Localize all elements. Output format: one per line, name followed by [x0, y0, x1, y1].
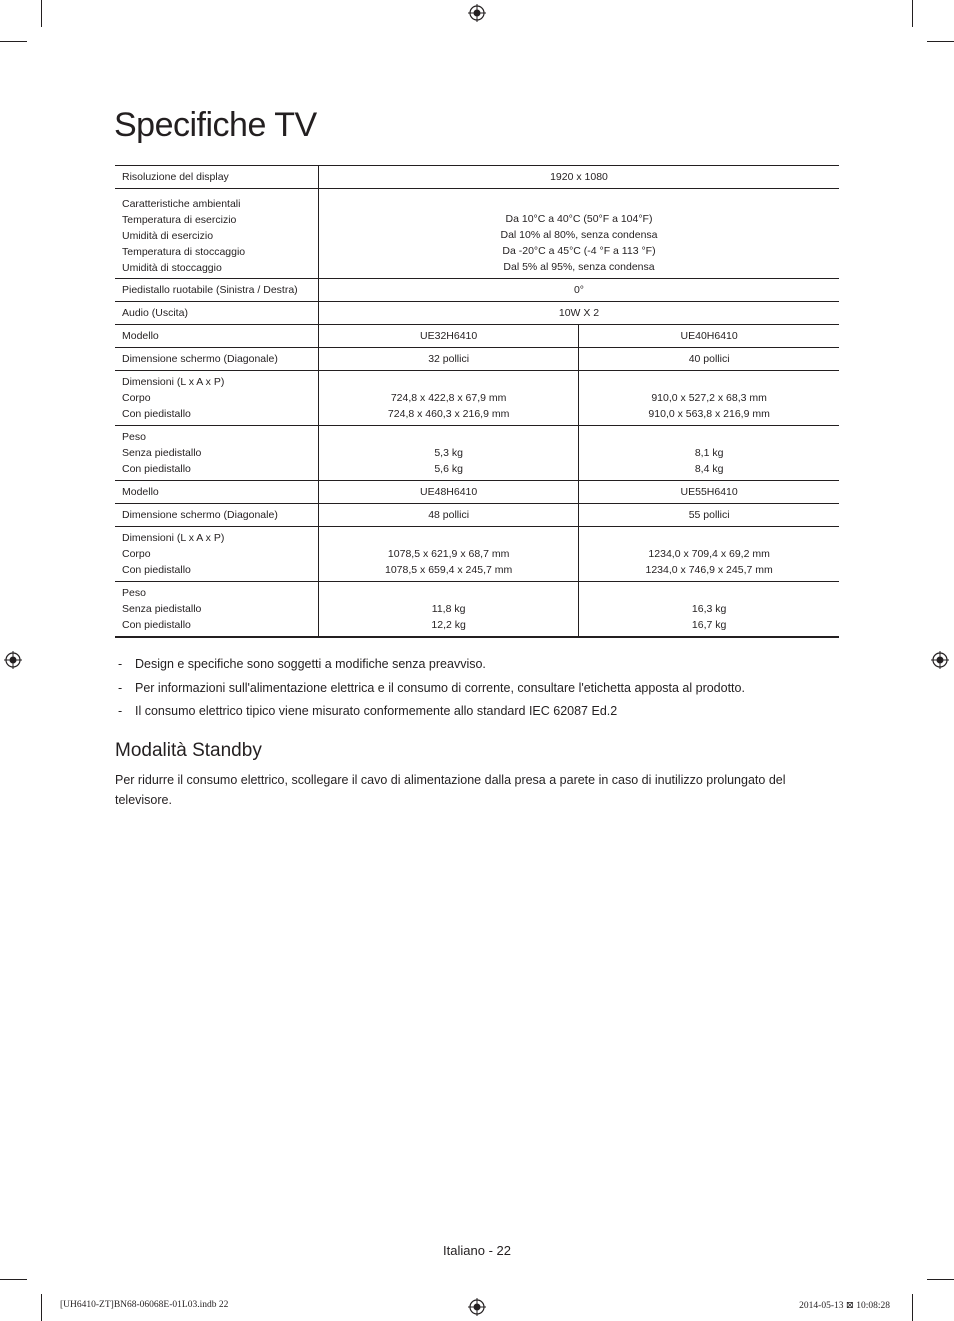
spec-table — [115, 165, 839, 638]
value-line: Da 10°C a 40°C (50°F a 104°F) — [505, 213, 653, 225]
cell-value — [579, 527, 839, 582]
crop-mark-bottom-left-h — [0, 1279, 27, 1280]
table-row — [115, 504, 839, 527]
value-line: 724,8 x 460,3 x 216,9 mm — [387, 408, 510, 420]
cell-value — [579, 426, 839, 481]
label-line: Con piedistallo — [122, 463, 191, 475]
value-line: 724,8 x 422,8 x 67,9 mm — [390, 392, 507, 404]
row-label — [115, 527, 319, 582]
notes-list — [115, 655, 839, 726]
value-line: 5,6 kg — [434, 463, 463, 475]
value-line: 1234,0 x 709,4 x 69,2 mm — [648, 548, 770, 560]
label-line: Dimensioni (L x A x P) — [122, 532, 225, 544]
row-label: Risoluzione del display — [115, 166, 319, 189]
file-slug: [UH6410-ZT]BN68-06068E-01L03.indb 22 — [60, 1300, 229, 1310]
note-text: Design e specifiche sono soggetti a modifiche senza preavviso. — [135, 657, 486, 671]
note-text: Il consumo elettrico tipico viene misurato conformemente allo standard IEC 62087 Ed.2 — [135, 704, 618, 718]
cell-value: UE48H6410 — [319, 481, 579, 504]
row-value: 1920 x 1080 — [319, 166, 840, 189]
label-line: Peso — [122, 431, 146, 443]
label-line: Umidità di stoccaggio — [122, 262, 222, 274]
note-item — [115, 679, 839, 703]
crop-mark-bottom-left-v — [41, 1294, 42, 1321]
label-line: Senza piedistallo — [122, 447, 202, 459]
row-value: 0° — [319, 279, 840, 302]
label-line: Con piedistallo — [122, 408, 191, 420]
cell-value: 48 pollici — [319, 504, 579, 527]
value-line: Da -20°C a 45°C (-4 °F a 113 °F) — [502, 245, 656, 257]
cell-value: UE55H6410 — [579, 481, 839, 504]
table-row — [115, 302, 839, 325]
note-dash: - — [118, 657, 123, 671]
cell-value: 55 pollici — [579, 504, 839, 527]
row-label — [115, 189, 319, 279]
value-line: 910,0 x 563,8 x 216,9 mm — [648, 408, 770, 420]
label-line: Senza piedistallo — [122, 603, 202, 615]
value-line: 910,0 x 527,2 x 68,3 mm — [651, 392, 767, 404]
cell-value — [319, 426, 579, 481]
row-label: Audio (Uscita) — [115, 302, 319, 325]
registration-mark-icon — [4, 651, 22, 669]
print-timestamp: 2014-05-13 ⊠ 10:08:28 — [799, 1301, 890, 1311]
row-label: Dimensione schermo (Diagonale) — [115, 504, 319, 527]
value-line: Dal 10% al 80%, senza condensa — [500, 229, 658, 241]
value-line: 12,2 kg — [431, 619, 466, 631]
crop-mark-top-left-v — [41, 0, 42, 27]
row-label: Modello — [115, 481, 319, 504]
row-value: 10W X 2 — [319, 302, 840, 325]
note-dash: - — [118, 680, 123, 695]
note-dash: - — [118, 704, 123, 718]
note-item — [115, 702, 839, 726]
cell-value: 32 pollici — [319, 348, 579, 371]
label-line: Dimensioni (L x A x P) — [122, 376, 225, 388]
row-label — [115, 426, 319, 481]
table-row — [115, 527, 839, 582]
cell-value: UE32H6410 — [319, 325, 579, 348]
value-line: Dal 5% al 95%, senza condensa — [503, 261, 655, 273]
row-label — [115, 371, 319, 426]
cell-value — [319, 582, 579, 638]
label-line: Umidità di esercizio — [122, 230, 214, 242]
note-item — [115, 655, 839, 679]
row-label: Modello — [115, 325, 319, 348]
crop-mark-bottom-right-v — [912, 1294, 913, 1321]
value-line: 5,3 kg — [434, 447, 463, 459]
cell-value: UE40H6410 — [579, 325, 839, 348]
label-line: Con piedistallo — [122, 619, 191, 631]
label-line: Corpo — [122, 392, 151, 404]
row-label — [115, 582, 319, 638]
value-line: 1078,5 x 659,4 x 245,7 mm — [385, 564, 513, 576]
value-line: 16,7 kg — [691, 619, 727, 631]
table-row — [115, 371, 839, 426]
table-row — [115, 166, 839, 189]
cell-value — [319, 371, 579, 426]
section-title-standby: Modalità Standby — [115, 740, 262, 761]
table-row — [115, 325, 839, 348]
table-row — [115, 426, 839, 481]
value-line: 16,3 kg — [691, 603, 727, 615]
cell-value — [579, 582, 839, 638]
registration-mark-icon — [931, 651, 949, 669]
registration-mark-icon — [468, 4, 486, 22]
cell-value — [579, 371, 839, 426]
value-line: 11,8 kg — [431, 603, 466, 615]
page-number: Italiano - 22 — [443, 1243, 511, 1258]
row-label: Dimensione schermo (Diagonale) — [115, 348, 319, 371]
crop-mark-top-right-h — [927, 41, 954, 42]
standby-paragraph: Per ridurre il consumo elettrico, scollegare il cavo di alimentazione dalla presa a parete in caso di inutilizzo prolungato del televisore. — [115, 773, 786, 807]
cell-value — [319, 527, 579, 582]
row-label: Piedistallo ruotabile (Sinistra / Destra) — [115, 279, 319, 302]
cell-value: 40 pollici — [579, 348, 839, 371]
registration-mark-icon — [468, 1298, 486, 1316]
note-text: Per informazioni sull'alimentazione elettrica e il consumo di corrente, consultare l'etichetta apposta al prodotto. — [135, 680, 745, 695]
table-row — [115, 348, 839, 371]
table-row — [115, 481, 839, 504]
table-row — [115, 189, 839, 279]
row-value — [319, 189, 840, 279]
crop-mark-top-left-h — [0, 41, 27, 42]
value-line: 1234,0 x 746,9 x 245,7 mm — [645, 564, 773, 576]
label-line: Temperatura di esercizio — [122, 214, 237, 226]
page-title: Specifiche TV — [114, 106, 317, 144]
label-line: Caratteristiche ambientali — [122, 198, 241, 210]
value-line: 8,1 kg — [694, 447, 724, 459]
crop-mark-bottom-right-h — [927, 1279, 954, 1280]
crop-mark-top-right-v — [912, 0, 913, 27]
value-line: 8,4 kg — [694, 463, 724, 475]
table-row — [115, 279, 839, 302]
table-row — [115, 582, 839, 638]
label-line: Corpo — [122, 548, 151, 560]
label-line: Peso — [122, 587, 146, 599]
value-line: 1078,5 x 621,9 x 68,7 mm — [387, 548, 510, 560]
label-line: Temperatura di stoccaggio — [122, 246, 246, 258]
label-line: Con piedistallo — [122, 564, 191, 576]
